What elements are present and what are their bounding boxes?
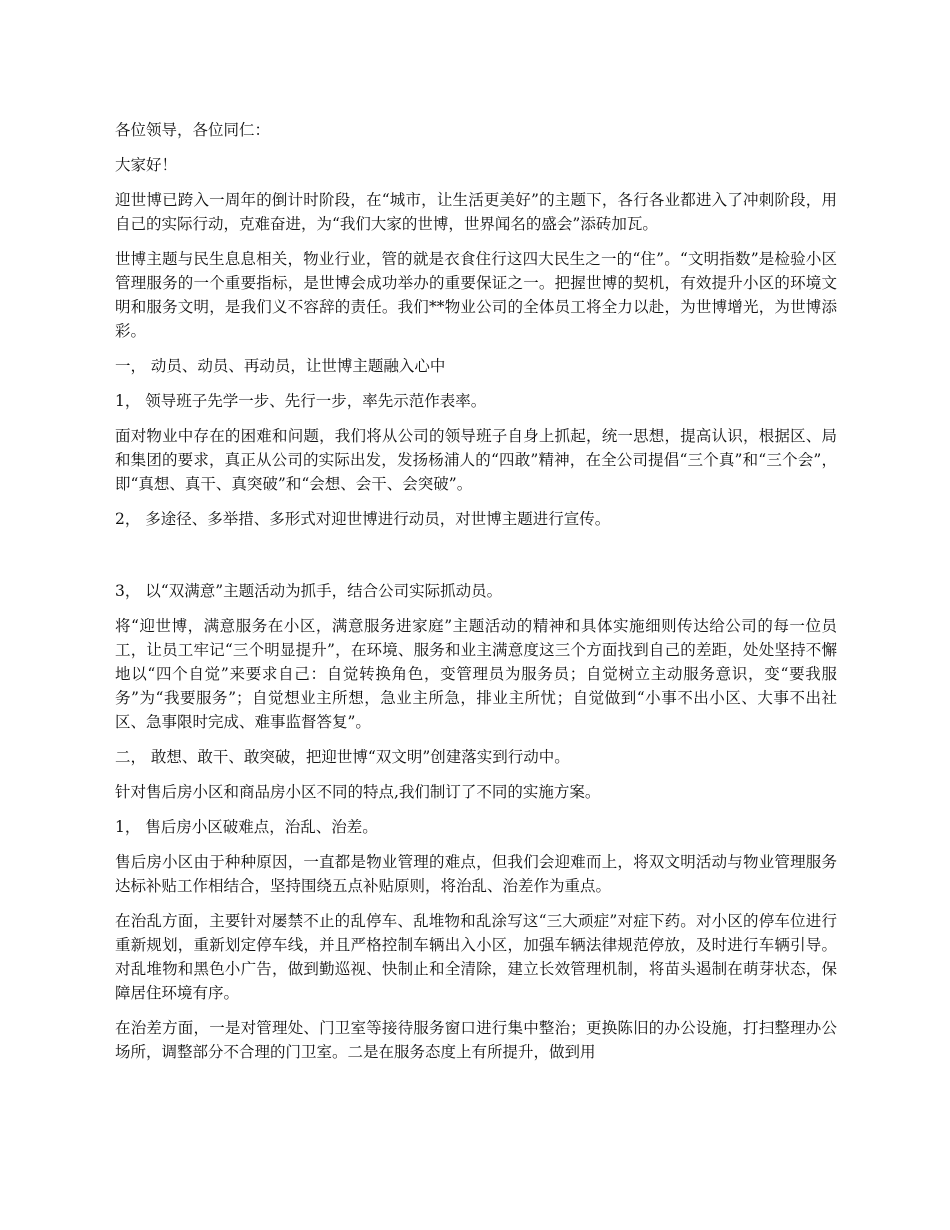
- subheading-1-3: 3， 以“双满意”主题活动为抓手，结合公司实际抓动员。: [115, 582, 503, 600]
- subheading-1-2: 2， 多途径、多举措、多形式对迎世博进行动员，对世博主题进行宣传。: [115, 510, 611, 528]
- body-paragraph: 售后房小区由于种种原因，一直都是物业管理的难点，但我们会迎难而上，将双文明活动与物业管理服务达标补贴工作相结合，坚持围绕五点补贴原则，将治乱、治差作为重点。: [115, 853, 837, 895]
- body-paragraph: 将“迎世博，满意服务在小区，满意服务进家庭”主题活动的精神和具体实施细则传达给公司的每一位员工，让员工牢记“三个明显提升”，在环境、服务和业主满意度这三个方面找到自己的差距，处处坚持不懈地以“四个自觉”来要求自己：自觉转换角色，变管理员为服务员；自觉树立主动服务意识，变“要我服务”为“我要服务”；自觉想业主所想，急业主所急，排业主所忧；自觉做到“小事不出小区、大事不出社区、急事限时完成、难事监督答复”。: [115, 617, 837, 731]
- section-heading-2: 二， 敢想、敢干、敢突破，把迎世博“双文明”创建落实到行动中。: [115, 748, 570, 766]
- document-body: [115, 118, 837, 1075]
- greeting-line: 各位领导，各位同仁：: [115, 121, 271, 139]
- body-paragraph: 在治差方面，一是对管理处、门卫室等接待服务窗口进行集中整治；更换陈旧的办公设施，打扫整理办公场所，调整部分不合理的门卫室。二是在服务态度上有所提升，做到用: [115, 1019, 837, 1061]
- section-heading-1: 一， 动员、动员、再动员，让世博主题融入心中: [115, 357, 446, 375]
- body-paragraph: 针对售后房小区和商品房小区不同的特点,我们制订了不同的实施方案。: [115, 783, 601, 801]
- salutation-line: 大家好！: [115, 156, 178, 174]
- body-paragraph: 面对物业中存在的困难和问题，我们将从公司的领导班子自身上抓起，统一思想，提高认识，根据区、局和集团的要求，真正从公司的实际出发，发扬杨浦人的“四敢”精神，在全公司提倡“三个真”和“三个会”，即“真想、真干、真突破”和“会想、会干、会突破”。: [115, 427, 837, 493]
- intro-paragraph: 迎世博已跨入一周年的倒计时阶段，在“城市，让生活更美好”的主题下，各行各业都进入了冲刺阶段，用自己的实际行动，克难奋进，为“我们大家的世博，世界闻名的盛会”添砖加瓦。: [115, 191, 837, 233]
- body-paragraph: 在治乱方面，主要针对屡禁不止的乱停车、乱堆物和乱涂写这“三大顽症”对症下药。对小区的停车位进行重新规划，重新划定停车线，并且严格控制车辆出入小区，加强车辆法律规范停放，及时进行车辆引导。对乱堆物和黑色小广告，做到勤巡视、快制止和全清除，建立长效管理机制，将苗头遏制在萌芽状态，保障居住环境有序。: [115, 912, 837, 1002]
- subheading-2-1: 1， 售后房小区破难点，治乱、治差。: [115, 818, 378, 836]
- theme-paragraph: 世博主题与民生息息相关，物业行业，管的就是衣食住行这四大民生之一的“住”。“文明指数”是检验小区管理服务的一个重要指标，是世博会成功举办的重要保证之一。把握世博的契机，有效提升小区的环境文明和服务文明，是我们义不容辞的责任。我们**物业公司的全体员工将全力以赴，为世博增光，为世博添彩。: [115, 250, 837, 340]
- subheading-1-1: 1， 领导班子先学一步、先行一步，率先示范作表率。: [115, 392, 487, 410]
